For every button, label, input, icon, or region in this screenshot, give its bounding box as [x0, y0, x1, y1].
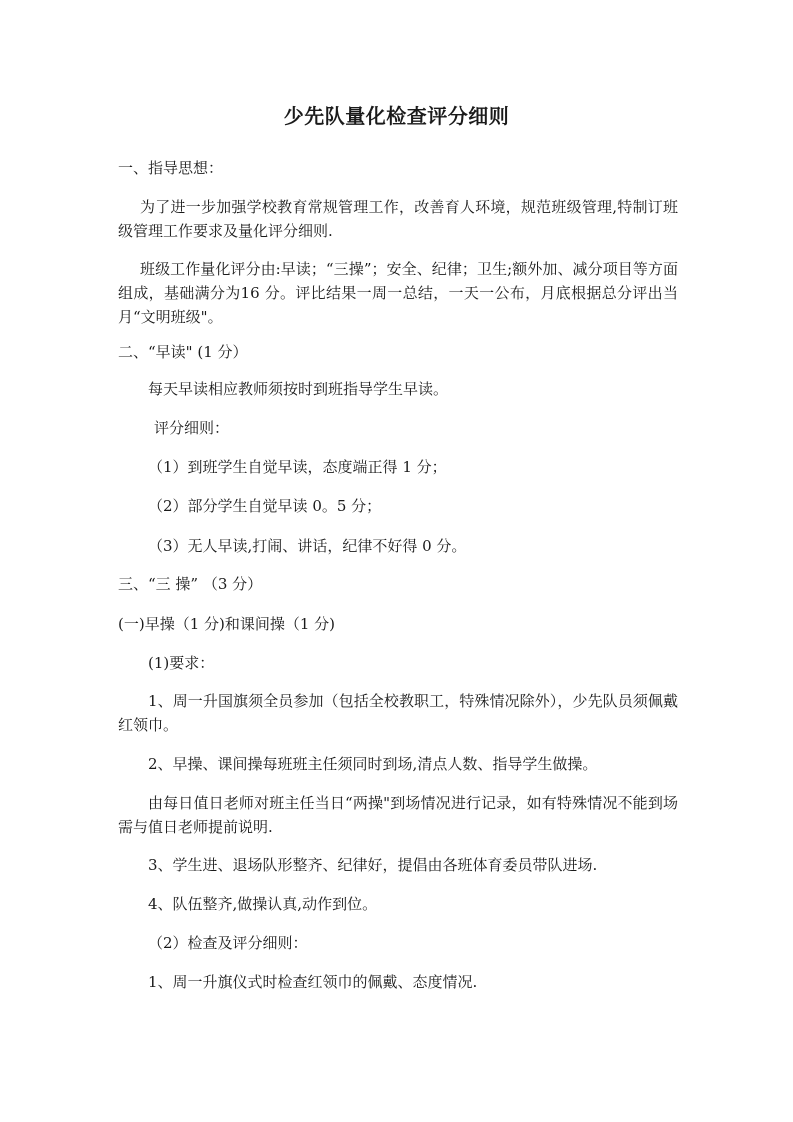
paragraph-morning-reading: 每天早读相应教师须按时到班指导学生早读。	[148, 380, 449, 398]
list-item-inspection-1: 1、周一升旗仪式时检查红领巾的佩戴、态度情况.	[148, 973, 478, 991]
section-heading-2: 二、“早读" (1 分）	[118, 343, 248, 361]
subsection-heading-exercises: (一)早操（1 分)和课间操（1 分)	[118, 615, 336, 633]
paragraph-duty-teacher-note: 由每日值日老师对班主任当日“两操"到场情况进行记录，如有特殊情况不能到场需与值日老师提前说明.	[118, 794, 678, 836]
list-item-requirement-3: 3、学生进、退场队形整齐、纪律好，提倡由各班体育委员带队进场.	[148, 856, 598, 874]
list-item-requirement-4: 4、队伍整齐,做操认真,动作到位。	[148, 895, 378, 913]
list-item-requirement-2: 2、早操、课间操每班班主任须同时到场,清点人数、指导学生做操。	[148, 755, 598, 773]
subheading-requirements: (1)要求：	[148, 654, 215, 672]
subheading-inspection-rules: （2）检查及评分细则：	[148, 934, 308, 952]
section-heading-1: 一、指导思想：	[118, 159, 224, 177]
subheading-scoring-rules: 评分细则：	[154, 419, 230, 437]
section-heading-3: 三、“三 操” （3 分）	[118, 575, 263, 593]
document-title: 少先队量化检查评分细则	[283, 104, 510, 128]
list-item-rule-2: （2）部分学生自觉早读 0。5 分；	[148, 497, 382, 515]
list-item-rule-3: （3）无人早读,打闹、讲话，纪律不好得 0 分。	[148, 537, 467, 555]
paragraph-scoring-overview: 班级工作量化评分由:早读；“三操”；安全、纪律；卫生;额外加、减分项目等方面组成，基础满分为16 分。评比结果一周一总结，一天一公布，月底根据总分评出当月“文明班级"。	[118, 260, 678, 326]
list-item-rule-1: （1）到班学生自觉早读，态度端正得 1 分；	[148, 458, 447, 476]
paragraph-purpose: 为了进一步加强学校教育常规管理工作，改善育人环境，规范班级管理,特制订班级管理工作要求及量化评分细则.	[118, 198, 678, 240]
list-item-requirement-1: 1、周一升国旗须全员参加（包括全校教职工，特殊情况除外），少先队员须佩戴红领巾。	[118, 692, 678, 734]
